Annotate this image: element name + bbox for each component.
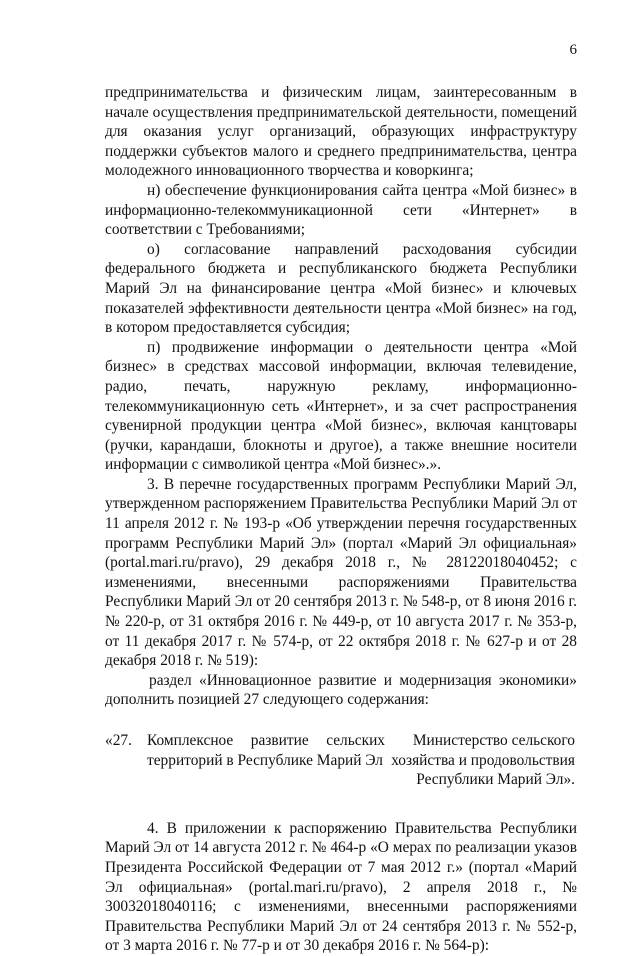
paragraph-item-n: н) обеспечение функционирования сайта центра «Мой бизнес» в информационно-телекоммуникационной сети «Интернет» в соответствии с Требованиями; bbox=[105, 181, 577, 239]
page-number: 6 bbox=[569, 42, 577, 58]
paragraph-continuation: предпринимательства и физическим лицам, заинтересованным в начале осуществления предпринимательской деятельности, помещений для оказания услуг организаций, образующих инфраструктуру поддержки субъектов малого и среднего предпринимательства, центра молодежного инновационного творчества и коворкинга; bbox=[105, 84, 577, 180]
document-body bbox=[105, 83, 577, 956]
paragraph-item-o: о) согласование направлений расходования субсидии федерального бюджета и республиканского бюджета Республики Марий Эл на финансирование центра «Мой бизнес» и ключевых показателей эффективности деятельности центра «Мой бизнес» на год, в котором предоставляется субсидия; bbox=[105, 240, 577, 337]
program-row-name: Комплексное развитие сельских территорий в Республике Марий Эл bbox=[147, 732, 385, 769]
paragraph-section-amendment: раздел «Инновационное развитие и модернизация экономики» дополнить позицией 27 следующего содержания: bbox=[105, 671, 577, 709]
paragraph-item-p: п) продвижение информации о деятельности центра «Мой бизнес» в средствах массовой информации, включая телевидение, радио, печать, наружную рекламу, информационно-телекоммуникационную сеть «Интернет», и за счет распространения сувенирной продукции центра «Мой бизнес», включая канцтовары (ручки, карандаши, блокноты и другое), а также внешние носители информации с символикой центра «Мой бизнес».». bbox=[105, 338, 577, 474]
paragraph-section-4: 4. В приложении к распоряжению Правительства Республики Марий Эл от 14 августа 2012 г. № 464-р «О мерах по реализации указов Президента Российской Федерации от 7 мая 2012 г.» (портал «Марий Эл официальная» (portal.mari.ru/pravo), 2 апреля 2018 г., № 30032018040116; с изменениями, внесенными распоряжениями Правительства Республики Марий Эл от 24 сентября 2013 г. № 552-р, от 3 марта 2016 г. № 77-р и от 30 декабря 2016 г. № 564-р): bbox=[105, 819, 577, 955]
program-row-organization: Министерство сельского хозяйства и продовольствия Республики Марий Эл». bbox=[391, 732, 575, 789]
program-row-number: «27. bbox=[105, 732, 132, 749]
paragraph-section-3: 3. В перечне государственных программ Республики Марий Эл, утвержденном распоряжением Правительства Республики Марий Эл от 11 апреля 2012 г. № 193-р «Об утверждении перечня государственных программ Республики Марий Эл» (портал «Марий Эл официальная» (portal.mari.ru/pravo), 29 декабря 2018 г., № 28122018040452; с изменениями, внесенными распоряжениями Правительства Республики Марий Эл от 20 сентября 2013 г. № 548-р, от 8 июня 2016 г. № 220-р, от 31 октября 2016 г. № 449-р, от 10 августа 2017 г. № 353-р, от 11 декабря 2017 г. № 574-р, от 22 октября 2018 г. № 627-р и от 28 декабря 2018 г. № 519): bbox=[105, 475, 577, 670]
program-table-row bbox=[105, 731, 577, 790]
